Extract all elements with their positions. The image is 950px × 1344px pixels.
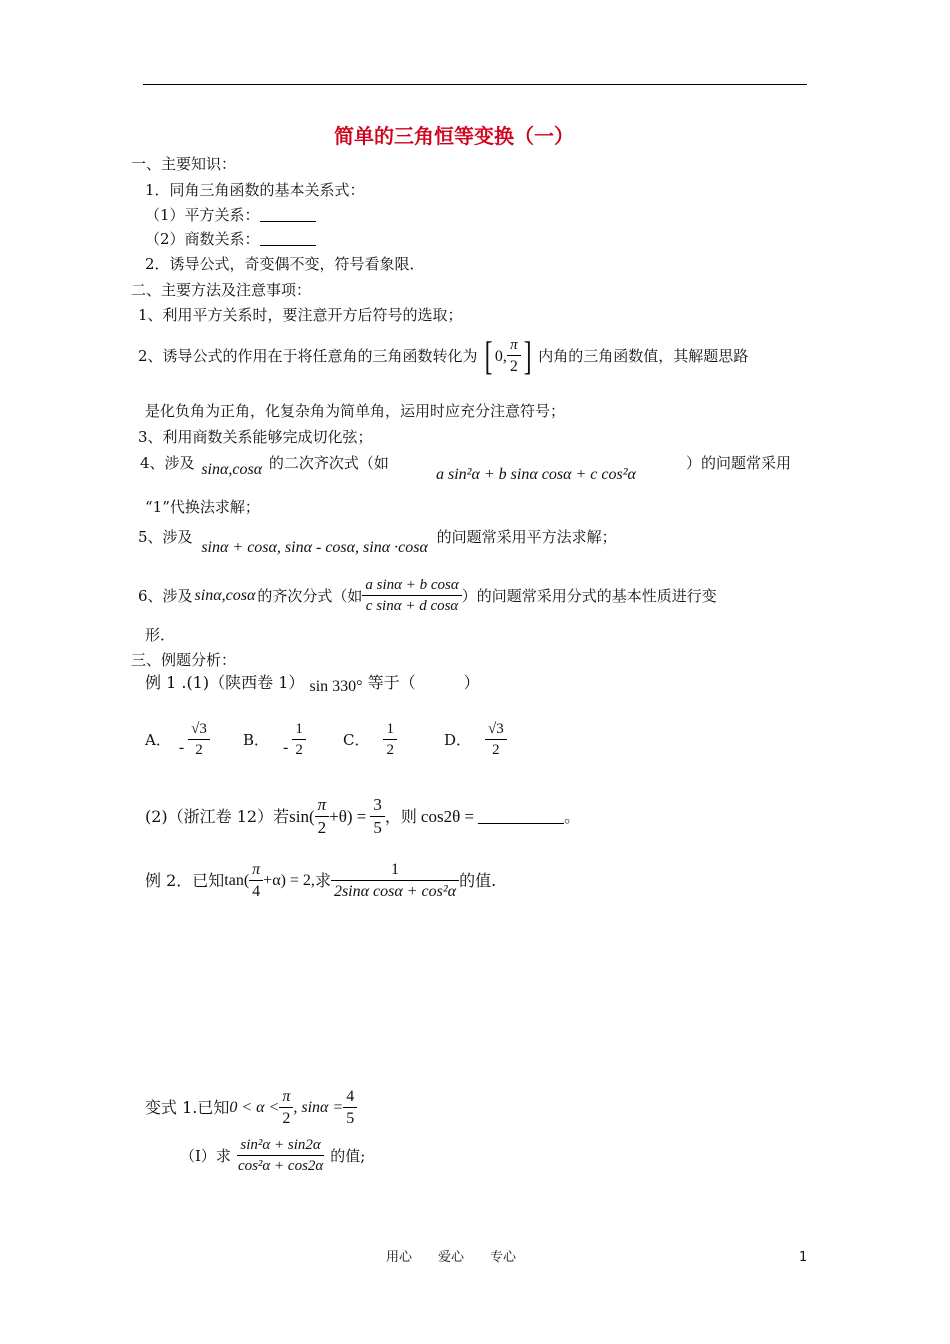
s2-item-5-pre: 5、涉及 xyxy=(138,528,193,546)
s2-item-6-pre: 6、涉及 xyxy=(138,586,193,605)
option-c-label: C． xyxy=(343,730,370,749)
s2-item-4-post: ）的问题常采用 xyxy=(686,454,792,472)
s2-item-6-mid: 的齐次分式（如 xyxy=(257,586,363,605)
s2-item-3: 3、利用商数关系能够完成切化弦； xyxy=(138,428,373,446)
section-1-heading: 一、主要知识： xyxy=(131,155,237,173)
footer-motto: 用心 爱心 专心 xyxy=(386,1250,517,1265)
example-1-post: 等于（ ） xyxy=(367,673,480,692)
example-1b-label: (2)（浙江卷 12）若 xyxy=(145,807,290,827)
option-d-value: $\frac{√3}{2}$ xyxy=(485,720,507,759)
option-a-sign: - xyxy=(178,738,185,756)
option-d-label: D． xyxy=(444,730,472,749)
option-b[interactable] xyxy=(243,720,306,759)
three-fifths: $\frac{3}{5}$ xyxy=(370,795,385,839)
pi-over-2: $\frac{\pi}{2}$ xyxy=(315,795,330,839)
s1-item-1b xyxy=(145,230,316,248)
s1-item-1a xyxy=(145,206,316,224)
s2-item-2-pre: 2、诱导公式的作用在于将任意角的三角函数转化为 xyxy=(138,347,478,366)
s2-item-2-post: 内角的三角函数值，其解题思路 xyxy=(538,347,749,366)
quadratic-form: a sin²α + b sinα cosα + c cos²α xyxy=(436,466,636,483)
tan-open: tan( xyxy=(224,872,250,890)
example-1-label: 例 1 .(1)（陕西卷 1） xyxy=(145,673,305,692)
tan-rest: +α) = 2, xyxy=(263,872,315,890)
period: 。 xyxy=(564,807,581,827)
s2-item-4-mid: 的二次齐次式（如 xyxy=(268,454,389,472)
s1-item-1: 1．同角三角函数的基本关系式： xyxy=(145,181,365,199)
example-1 xyxy=(145,673,480,693)
answer-blank[interactable] xyxy=(478,809,564,824)
variation-1-label: 变式 1.已知 xyxy=(145,1098,230,1118)
ex2-end: 的值. xyxy=(459,871,497,891)
sin-330: sin 330° xyxy=(309,678,363,695)
example-2-label: 例 2．已知 xyxy=(145,871,225,891)
s2-item-4-pre: 4、涉及 xyxy=(140,454,195,472)
variation-1-part-1 xyxy=(180,1136,365,1175)
pi-over-4: $\frac{\pi}{4}$ xyxy=(249,860,263,901)
sin-cos-expr: sinα,cosα xyxy=(201,461,263,478)
s2-item-5 xyxy=(138,528,617,556)
option-a-value: $\frac{√3}{2}$ xyxy=(188,720,210,759)
variation-1 xyxy=(145,1087,357,1128)
sin-open: sin( xyxy=(289,806,315,826)
four-fifths: $\frac{4}{5}$ xyxy=(343,1087,357,1128)
example-2 xyxy=(145,860,496,901)
then-label: ，则 xyxy=(384,807,417,827)
qiu-label: 求 xyxy=(314,871,331,891)
s1-item-1b-label: （2）商数关系： xyxy=(145,230,260,248)
pi-over-2: $\frac{\pi}{2}$ xyxy=(507,336,521,376)
part-1-fraction: $\frac{\text{sin²α + sin2α}}{\text{cos²α + cos2α}}$ xyxy=(237,1137,324,1174)
pi-over-2: $\frac{\pi}{2}$ xyxy=(279,1087,293,1128)
target-expression: $\frac{1}{\text{2sinα cosα + cos²α}}$ xyxy=(331,860,459,901)
s2-item-6-post: ）的问题常采用分式的基本性质进行变 xyxy=(461,586,717,605)
sum-diff-product-expr: sinα + cosα, sinα - cosα, sinα ·cosα xyxy=(201,539,428,556)
homogeneous-fraction: $\frac{\text{a sinα + b cosα}}{\text{c sinα + d cosα}}$ xyxy=(362,576,461,615)
part-1-label: （Ⅰ）求 xyxy=(180,1146,231,1165)
s2-item-1: 1、利用平方关系时，要注意开方后符号的选取； xyxy=(138,306,463,324)
option-b-sign: - xyxy=(283,738,289,756)
s2-item-2 xyxy=(138,333,749,379)
theta-equals: +θ) = xyxy=(329,806,367,826)
page-title: 简单的三角恒等变换（一） xyxy=(334,124,574,148)
page-number: 1 xyxy=(799,1250,808,1265)
s1-item-1a-label: （1）平方关系： xyxy=(145,206,260,224)
part-1-end: 的值; xyxy=(330,1146,366,1165)
option-d[interactable] xyxy=(444,720,507,759)
option-a[interactable] xyxy=(145,720,210,759)
s2-item-6-cont: 形． xyxy=(145,626,176,644)
alpha-range: 0 < α < xyxy=(229,1099,280,1117)
s2-item-2-cont: 是化负角为正角，化复杂角为简单角，运用时应充分注意符号； xyxy=(145,402,566,420)
cos-2theta: cos2θ = xyxy=(420,806,475,826)
s2-item-6 xyxy=(138,576,717,615)
s2-item-5-post: 的问题常采用平方法求解； xyxy=(436,528,617,546)
answer-blank[interactable] xyxy=(260,207,316,222)
sin-cos-expr: sinα,cosα xyxy=(194,586,256,604)
section-3-heading: 三、例题分析： xyxy=(131,651,237,669)
interval-left: 0, xyxy=(494,347,507,365)
sin-alpha-equals: , sinα = xyxy=(293,1099,344,1117)
option-c[interactable] xyxy=(343,720,397,759)
s2-item-4 xyxy=(140,454,389,478)
s1-item-2: 2．诱导公式，奇变偶不变，符号看象限． xyxy=(145,255,425,273)
option-b-value: $\frac{1}{2}$ xyxy=(292,720,306,759)
example-1b xyxy=(145,795,580,839)
option-a-label: A． xyxy=(145,730,171,749)
header-rule xyxy=(143,84,807,85)
answer-blank[interactable] xyxy=(260,231,316,246)
s2-item-4-cont: “1”代换法求解； xyxy=(145,498,260,516)
option-b-label: B． xyxy=(243,730,270,749)
option-c-value: $\frac{1}{2}$ xyxy=(383,720,397,759)
section-2-heading: 二、主要方法及注意事项： xyxy=(131,281,312,299)
interval: [ 0, $\frac{\pi}{2}$ ] xyxy=(484,333,532,379)
